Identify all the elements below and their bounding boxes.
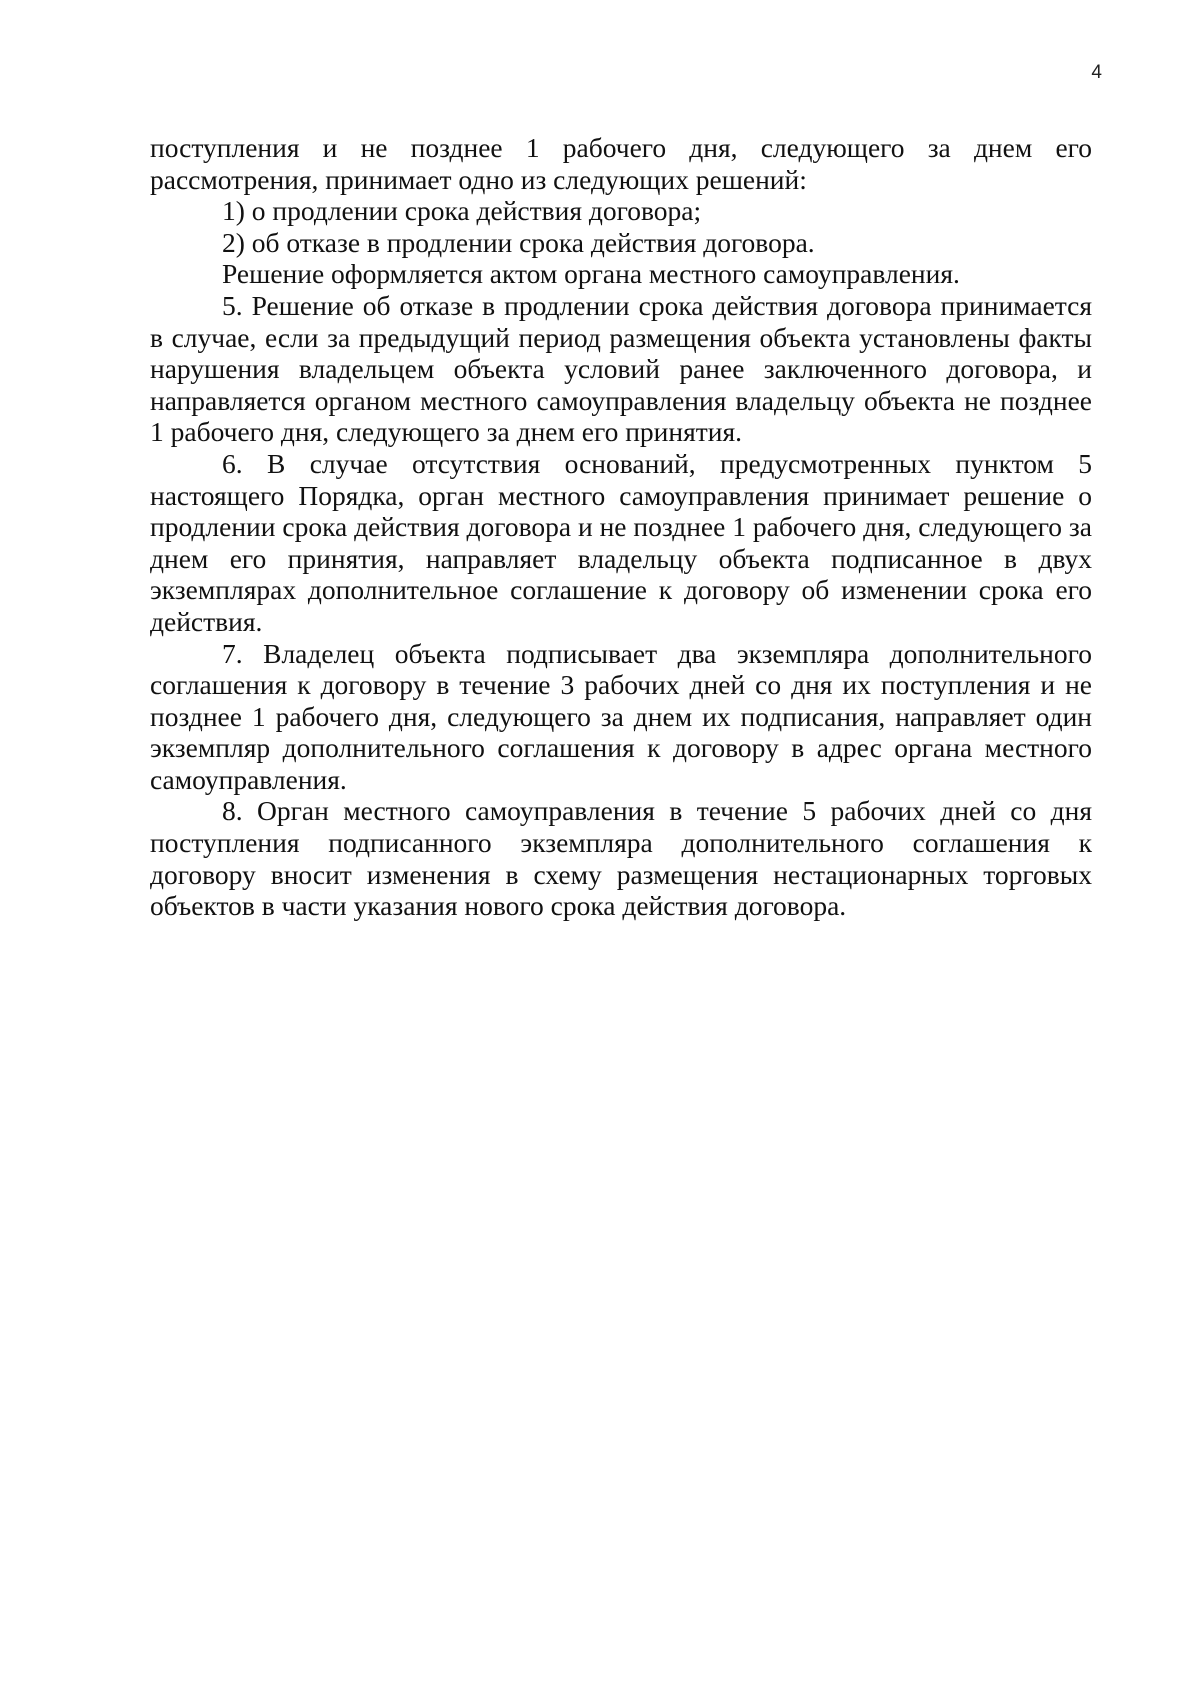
paragraph-item-8: 8. Орган местного самоуправления в течение 5 рабочих дней со дня поступления подписанного экземпляра дополнительного соглашения к договору вносит изменения в схему размещения нестационарных торговых объектов в части указания нового срока действия договора. <box>150 795 1092 922</box>
paragraph-item-7: 7. Владелец объекта подписывает два экземпляра дополнительного соглашения к договору в течение 3 рабочих дней со дня их поступления и не позднее 1 рабочего дня, следующего за днем их подписания, направляет один экземпляр дополнительного соглашения к договору в адрес органа местного самоуправления. <box>150 637 1092 795</box>
page-number: 4 <box>1091 62 1102 83</box>
paragraph-item-6: 6. В случае отсутствия оснований, предусмотренных пунктом 5 настоящего Порядка, орган местного самоуправления принимает решение о продлении срока действия договора и не позднее 1 рабочего дня, следующего за днем его принятия, направляет владельцу объекта подписанное в двух экземплярах дополнительное соглашение к договору об изменении срока его действия. <box>150 447 1092 637</box>
paragraph-item-5: 5. Решение об отказе в продлении срока действия договора принимается в случае, если за предыдущий период размещения объекта установлены факты нарушения владельцем объекта условий ранее заключенного договора, и направляется органом местного самоуправления владельцу объекта не позднее 1 рабочего дня, следующего за днем его принятия. <box>150 289 1092 448</box>
document-body <box>150 132 1092 922</box>
paragraph-decision-act: Решение оформляется актом органа местного самоуправления. <box>222 258 960 290</box>
list-item-extend-term: 1) о продлении срока действия договора; <box>222 195 702 227</box>
list-item-refuse-extension: 2) об отказе в продлении срока действия договора. <box>222 226 815 258</box>
paragraph-continuation: поступления и не позднее 1 рабочего дня, следующего за днем его рассмотрения, принимает одно из следующих решений: <box>150 132 1092 195</box>
